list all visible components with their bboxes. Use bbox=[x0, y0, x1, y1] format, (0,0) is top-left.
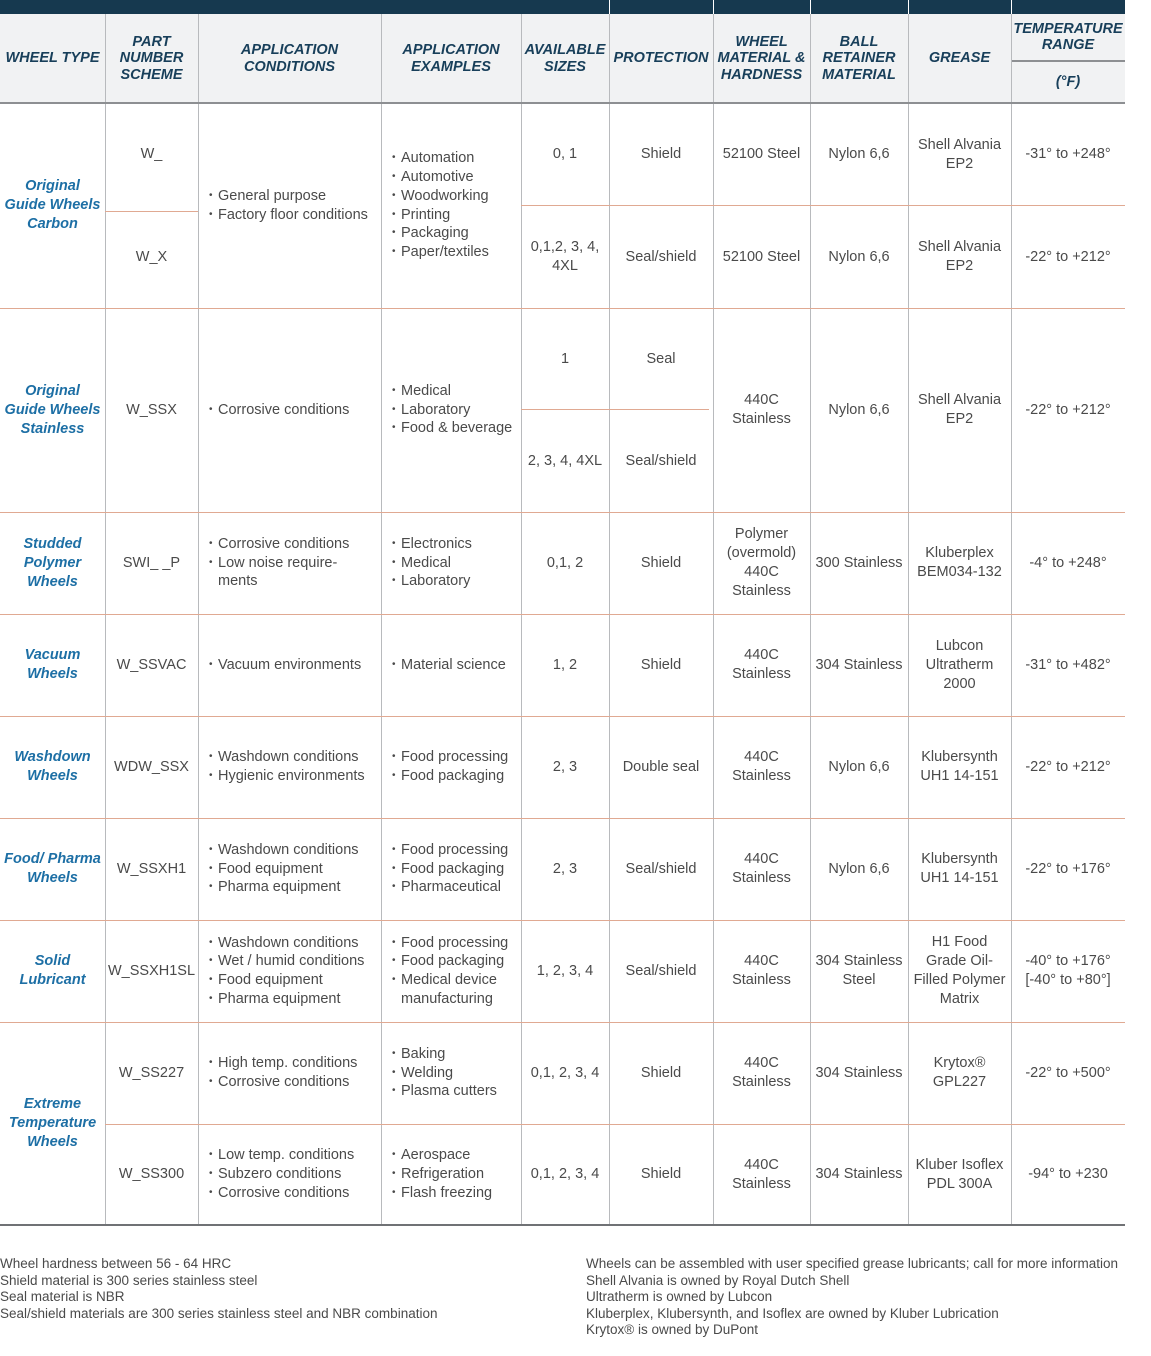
table-bottom-rule bbox=[0, 1224, 1125, 1226]
wheel-material-value: 440C Stainless bbox=[732, 1055, 791, 1090]
protection-value: Seal/shield bbox=[625, 860, 697, 877]
bullet-item: • Food processing bbox=[392, 841, 519, 860]
column-divider bbox=[1011, 14, 1012, 1225]
column-divider bbox=[521, 14, 522, 1225]
bullet-item: • Low noise require- ments bbox=[209, 554, 379, 591]
wheel-type-label: Food/ Pharma Wheels bbox=[4, 851, 101, 886]
header-temp-divider bbox=[1011, 60, 1125, 62]
bullet-item: • Laboratory bbox=[392, 572, 519, 591]
column-divider bbox=[810, 14, 811, 1225]
footnote: Wheels can be assembled with user specified grease lubricants; call for more information bbox=[586, 1256, 1118, 1271]
grease-value: Shell Alvania EP2 bbox=[917, 136, 1002, 172]
ball-retainer-value: Nylon 6,6 bbox=[828, 401, 890, 418]
bullet-item: • Corrosive conditions bbox=[209, 1184, 379, 1203]
bullet-item: • Washdown conditions bbox=[209, 748, 379, 767]
header-ball-retainer: BALL RETAINER MATERIAL bbox=[822, 33, 896, 83]
header-bar-divider bbox=[609, 0, 610, 14]
footnote: Seal/shield materials are 300 series stainless steel and NBR combination bbox=[0, 1305, 438, 1321]
protection-value: Seal/shield bbox=[625, 452, 697, 469]
bullet-item: • Material science bbox=[392, 656, 519, 675]
bullet-item: • Electronics bbox=[392, 535, 519, 554]
grease-value: Kluberplex BEM034-132 bbox=[917, 545, 1002, 580]
available-sizes: 0,1, 2, 3, 4 bbox=[530, 1064, 600, 1081]
column-divider bbox=[381, 14, 382, 1225]
part-number: WDW_SSX bbox=[114, 758, 189, 775]
temperature-value: -94° to +230 bbox=[1028, 1166, 1108, 1182]
bullet-item: • Flash freezing bbox=[392, 1184, 519, 1203]
temperature-value: -31° to +248° bbox=[1025, 146, 1111, 162]
bullet-item: • High temp. conditions bbox=[209, 1054, 379, 1073]
bullet-item: • Food & beverage bbox=[392, 419, 519, 438]
temperature-value: -40° to +176° [-40° to +80°] bbox=[1025, 953, 1111, 988]
application-examples bbox=[381, 1124, 521, 1225]
footnote: Kluberplex, Klubersynth, and Isoflex are owned by Kluber Lubrication bbox=[586, 1305, 999, 1321]
grease-value: Lubcon Ultratherm 2000 bbox=[925, 637, 994, 692]
bullet-item: • Hygienic environments bbox=[209, 767, 379, 786]
part-number: W_SSX bbox=[126, 401, 177, 418]
application-conditions bbox=[198, 614, 381, 716]
header-bar-divider bbox=[1011, 0, 1012, 14]
grease-value: H1 Food Grade Oil-Filled Polymer Matrix bbox=[913, 934, 1006, 1007]
application-conditions bbox=[198, 308, 381, 512]
protection-value: Shield bbox=[640, 1064, 682, 1081]
wheel-material-value: 440C Stainless bbox=[732, 647, 791, 682]
row-divider bbox=[521, 205, 1125, 206]
part-number: W_SS300 bbox=[118, 1166, 185, 1182]
bullet-item: • Paper/textiles bbox=[392, 243, 519, 262]
column-divider bbox=[105, 14, 106, 1225]
bullet-item: • Medical device manufacturing bbox=[392, 971, 519, 1008]
bullet-item: • Welding bbox=[392, 1064, 519, 1083]
part-number: W_SSXH1SL bbox=[107, 962, 196, 979]
application-conditions bbox=[198, 920, 381, 1022]
bullet-item: • Corrosive conditions bbox=[209, 1073, 379, 1092]
bullet-item: • Food packaging bbox=[392, 952, 519, 971]
temperature-value: -22° to +212° bbox=[1025, 248, 1111, 265]
grease-value: Shell Alvania EP2 bbox=[917, 392, 1002, 427]
protection-value: Seal/shield bbox=[625, 962, 697, 979]
bullet-item: • Baking bbox=[392, 1045, 519, 1064]
application-examples bbox=[381, 716, 521, 818]
bullet-item: • Washdown conditions bbox=[209, 934, 379, 953]
bullet-item: • Wet / humid conditions bbox=[209, 952, 379, 971]
bullet-item: • Printing bbox=[392, 206, 519, 225]
wheel-material-value: 440C Stainless bbox=[732, 953, 791, 988]
wheel-material-value: 440C Stainless bbox=[732, 851, 791, 886]
wheel-type-label: Original Guide Wheels Stainless bbox=[4, 382, 101, 437]
protection-value: Seal/shield bbox=[625, 248, 697, 265]
protection-value: Double seal bbox=[622, 758, 700, 775]
bullet-item: • Pharma equipment bbox=[209, 990, 379, 1009]
application-examples bbox=[381, 818, 521, 920]
header-available-sizes: AVAILABLE SIZES bbox=[524, 42, 606, 75]
header-wheel-type: WHEEL TYPE bbox=[5, 50, 100, 67]
header-bar-divider bbox=[713, 0, 714, 14]
part-number: W_X bbox=[135, 248, 168, 265]
wheel-material-value: 440C Stainless bbox=[732, 749, 791, 784]
temperature-value: -22° to +176° bbox=[1025, 860, 1111, 877]
bullet-item: • Packaging bbox=[392, 224, 519, 243]
temperature-value: -22° to +500° bbox=[1025, 1064, 1111, 1081]
bullet-item: • Food equipment bbox=[209, 971, 379, 990]
wheel-material-value: 440C Stainless bbox=[732, 392, 791, 427]
grease-value: Klubersynth UH1 14-151 bbox=[920, 851, 999, 886]
protection-value: Shield bbox=[640, 554, 682, 571]
header-wheel-material: WHEEL MATERIAL & HARDNESS bbox=[717, 33, 806, 83]
header-application-examples: APPLICATION EXAMPLES bbox=[402, 42, 500, 75]
application-conditions bbox=[198, 1124, 381, 1225]
wheel-type-label: Solid Lubricant bbox=[19, 953, 86, 988]
bullet-item: • Vacuum environments bbox=[209, 656, 379, 675]
column-divider bbox=[908, 14, 909, 1225]
application-examples bbox=[381, 614, 521, 716]
bullet-item: • Pharma equipment bbox=[209, 878, 379, 897]
group-divider bbox=[0, 512, 1125, 513]
column-divider bbox=[198, 14, 199, 1225]
footnote: Seal material is NBR bbox=[0, 1289, 125, 1304]
column-divider bbox=[713, 14, 714, 1225]
group-divider bbox=[0, 1022, 1125, 1023]
bullet-item: • Food packaging bbox=[392, 860, 519, 879]
group-divider bbox=[0, 716, 1125, 717]
protection-value: Shield bbox=[640, 146, 682, 162]
ball-retainer-value: Nylon 6,6 bbox=[828, 146, 890, 162]
header-grease: GREASE bbox=[928, 50, 991, 67]
temperature-value: -4° to +248° bbox=[1029, 554, 1107, 571]
ball-retainer-value: Nylon 6,6 bbox=[828, 758, 890, 775]
bullet-item: • Washdown conditions bbox=[209, 841, 379, 860]
available-sizes: 1, 2 bbox=[552, 656, 578, 673]
row-divider bbox=[105, 211, 198, 212]
part-number: W_SSXH1 bbox=[116, 860, 187, 877]
header-bar-divider bbox=[810, 0, 811, 14]
application-examples bbox=[381, 512, 521, 614]
header-part-number-scheme: PART NUMBER SCHEME bbox=[119, 33, 184, 83]
bullet-item: • Food processing bbox=[392, 934, 519, 953]
available-sizes: 0,1, 2 bbox=[546, 554, 584, 571]
header-bar-divider bbox=[908, 0, 909, 14]
ball-retainer-value: Nylon 6,6 bbox=[828, 248, 890, 265]
part-number: W_SS227 bbox=[118, 1064, 185, 1081]
bullet-item: • Automation bbox=[392, 149, 519, 168]
application-conditions bbox=[198, 103, 381, 308]
row-divider bbox=[521, 409, 709, 410]
wheel-type-label: Vacuum Wheels bbox=[24, 647, 81, 682]
available-sizes: 0, 1 bbox=[552, 146, 578, 162]
temperature-value: -31° to +482° bbox=[1025, 656, 1111, 673]
ball-retainer-value: 304 Stainless bbox=[815, 1064, 903, 1081]
application-conditions bbox=[198, 716, 381, 818]
header-protection: PROTECTION bbox=[613, 50, 709, 67]
application-examples bbox=[381, 103, 521, 308]
bullet-item: • Laboratory bbox=[392, 401, 519, 420]
application-examples bbox=[381, 1022, 521, 1124]
available-sizes: 0,1, 2, 3, 4 bbox=[530, 1166, 600, 1182]
footnote: Ultratherm is owned by Lubcon bbox=[586, 1289, 773, 1304]
available-sizes: 0,1,2, 3, 4, 4XL bbox=[530, 239, 600, 274]
available-sizes: 2, 3 bbox=[552, 758, 578, 775]
bullet-item: • Aerospace bbox=[392, 1146, 519, 1165]
bullet-item: • Refrigeration bbox=[392, 1165, 519, 1184]
bullet-item: • Medical bbox=[392, 382, 519, 401]
temperature-value: -22° to +212° bbox=[1025, 758, 1111, 775]
header-application-conditions: APPLICATION CONDITIONS bbox=[240, 42, 339, 75]
bullet-item: • Corrosive conditions bbox=[209, 401, 379, 420]
group-divider bbox=[0, 614, 1125, 615]
grease-value: Kluber Isoflex PDL 300A bbox=[915, 1156, 1004, 1192]
bullet-item: • Woodworking bbox=[392, 187, 519, 206]
bullet-item: • Low temp. conditions bbox=[209, 1146, 379, 1165]
bullet-item: • Medical bbox=[392, 554, 519, 573]
header-temperature-range: TEMPERATURE RANGE bbox=[1013, 20, 1123, 53]
group-divider bbox=[0, 818, 1125, 819]
bullet-item: • Corrosive conditions bbox=[209, 535, 379, 554]
header-top-bar bbox=[0, 0, 1125, 14]
bullet-item: • Factory floor conditions bbox=[209, 206, 379, 225]
ball-retainer-value: 304 Stainless bbox=[815, 656, 903, 673]
footnote: Wheel hardness between 56 - 64 HRC bbox=[0, 1256, 232, 1271]
part-number: SWI_ _P bbox=[122, 554, 181, 571]
wheel-material-value: Polymer (overmold) 440C Stainless bbox=[726, 526, 797, 599]
footnote: Shell Alvania is owned by Royal Dutch Shell bbox=[586, 1272, 850, 1288]
wheel-material-value: 440C Stainless bbox=[732, 1156, 791, 1192]
wheel-type-label: Original Guide Wheels Carbon bbox=[4, 178, 101, 232]
bullet-item: • Subzero conditions bbox=[209, 1165, 379, 1184]
application-conditions bbox=[198, 818, 381, 920]
bullet-item: • Food packaging bbox=[392, 767, 519, 786]
grease-value: Shell Alvania EP2 bbox=[917, 239, 1002, 274]
ball-retainer-value: 300 Stainless bbox=[815, 554, 903, 571]
available-sizes: 1, 2, 3, 4 bbox=[536, 962, 594, 979]
bullet-item: • Plasma cutters bbox=[392, 1082, 519, 1101]
group-divider bbox=[0, 308, 1125, 309]
available-sizes: 2, 3 bbox=[552, 860, 578, 877]
bullet-item: • Food equipment bbox=[209, 860, 379, 879]
footnote: Shield material is 300 series stainless steel bbox=[0, 1272, 258, 1288]
part-number: W_SSVAC bbox=[116, 656, 187, 673]
wheel-material-value: 52100 Steel bbox=[722, 146, 801, 162]
bullet-item: • General purpose bbox=[209, 187, 379, 206]
footnotes-left bbox=[0, 1256, 560, 1346]
available-sizes: 2, 3, 4, 4XL bbox=[527, 452, 603, 469]
bullet-item: • Pharmaceutical bbox=[392, 878, 519, 897]
temperature-value: -22° to +212° bbox=[1025, 401, 1111, 418]
protection-value: Seal bbox=[646, 350, 676, 367]
ball-retainer-value: 304 Stainless Steel bbox=[815, 953, 903, 988]
column-divider bbox=[609, 14, 610, 1225]
bullet-item: • Automotive bbox=[392, 168, 519, 187]
bullet-item: • Food processing bbox=[392, 748, 519, 767]
part-number: W_ bbox=[140, 146, 163, 162]
application-examples bbox=[381, 920, 521, 1022]
grease-value: Krytox® GPL227 bbox=[932, 1055, 987, 1090]
application-conditions bbox=[198, 1022, 381, 1124]
application-examples bbox=[381, 308, 521, 512]
row-divider bbox=[105, 1124, 1125, 1125]
protection-value: Shield bbox=[640, 656, 682, 673]
footnote: Krytox® is owned by DuPont bbox=[586, 1322, 759, 1337]
header-temperature-unit: (°F) bbox=[1055, 74, 1081, 91]
ball-retainer-value: Nylon 6,6 bbox=[828, 860, 890, 877]
protection-value: Shield bbox=[640, 1166, 682, 1182]
wheel-material-value: 52100 Steel bbox=[722, 248, 801, 265]
wheel-type-label: Washdown Wheels bbox=[14, 749, 91, 784]
group-divider bbox=[0, 920, 1125, 921]
wheel-type-label: Extreme Temperature Wheels bbox=[8, 1096, 97, 1150]
ball-retainer-value: 304 Stainless bbox=[815, 1166, 903, 1182]
grease-value: Klubersynth UH1 14-151 bbox=[920, 749, 999, 784]
header-bottom-rule bbox=[0, 102, 1125, 104]
available-sizes: 1 bbox=[560, 350, 570, 367]
wheel-type-label: Studded Polymer Wheels bbox=[23, 535, 82, 590]
footnotes-right bbox=[586, 1256, 1151, 1346]
application-conditions bbox=[198, 512, 381, 614]
